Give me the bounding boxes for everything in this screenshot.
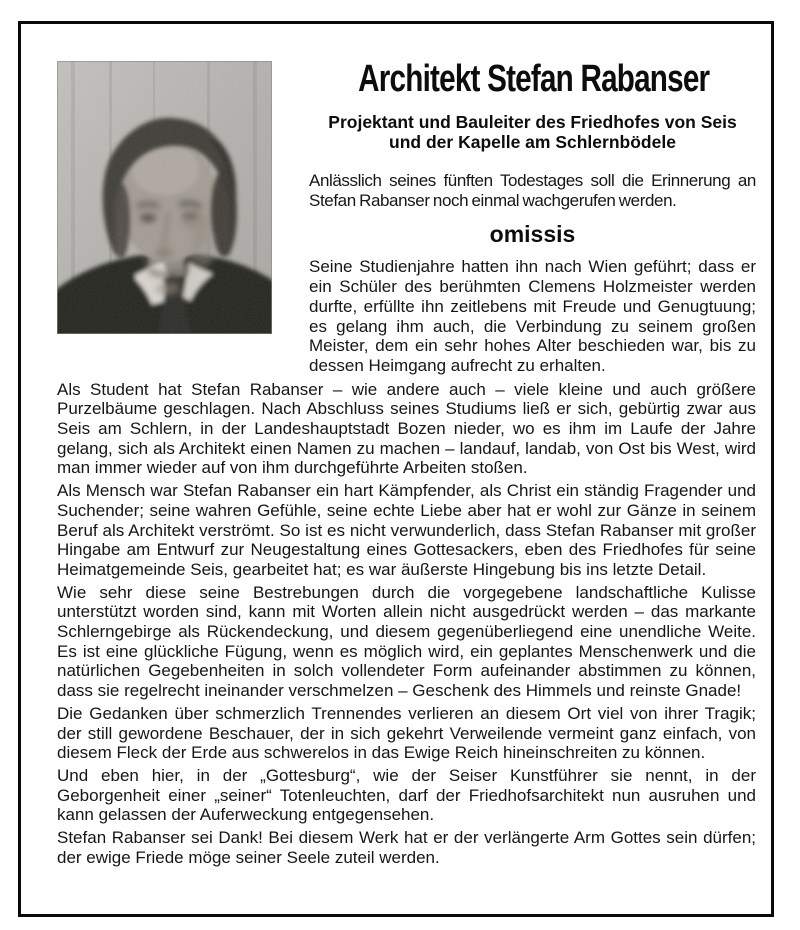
body-paragraph-5: Und eben hier, in der „Gottesburg“, wie der Seiser Kunstführer sie nennt, in der Geborgenheit einer „seiner“ Totenleuchten, darf der Friedhofsarchitekt nun ausruhen und kann gelassen der Auferweckung entgegensehen. [57, 765, 756, 825]
article-border-frame [18, 21, 774, 917]
intro-paragraph: Anlässlich seines fünften Todestages soll die Erinnerung an Stefan Rabanser noch einmal wachgerufen werden. [309, 171, 756, 210]
body-paragraph-2: Als Mensch war Stefan Rabanser ein hart Kämpfender, als Christ ein ständig Fragender und Suchender; seine wahren Gefühle, seine echte Liebe aber hat er wohl zur Gänze in seinem Beruf als Architekt verströmt. So ist es nicht verwunderlich, dass Stefan Rabanser mit großer Hingabe am Entwurf zur Neugestaltung eines Gottesackers, eben des Friedhofes für seine Heimatgemeinde Seis, gearbeitet hat; es war äußerste Hingebung bis ins letzte Detail. [57, 481, 756, 579]
subtitle-line-1: Projektant und Bauleiter des Friedhofes von Seis [328, 112, 737, 132]
body-paragraph-6: Stefan Rabanser sei Dank! Bei diesem Werk hat er der verlängerte Arm Gottes sein dürfen; der ewige Friede möge seiner Seele zuteil werden. [57, 828, 756, 867]
column-paragraph: Seine Studienjahre hatten ihn nach Wien geführt; dass er ein Schüler des berühmten Clemens Holzmeister werden durfte, erfüllte ihn zeitlebens mit Freude und Genugtuung; es gelang ihm auch, die Verbindung zu seinem großen Meister, dem ein sehr hohes Alter beschieden war, bis zu dessen Heimgang aufrecht zu erhalten. [309, 257, 756, 375]
article-title: Architekt Stefan Rabanser [358, 58, 710, 100]
body-paragraph-1: Als Student hat Stefan Rabanser – wie andere auch – viele kleine und auch größere Purzelbäume geschlagen. Nach Abschluss seines Studiums ließ er sich, gebürtig zwar aus Seis am Schlern, in der Landeshauptstadt Bozen nieder, wo es ihm im Laufe der Jahre gelang, sich als Architekt einen Namen zu machen – landauf, landab, von Ost bis West, wird man immer wieder auf von ihm durchgeführte Arbeiten stoßen. [57, 379, 756, 478]
article-body [57, 380, 756, 868]
portrait-photo [57, 61, 272, 334]
subtitle-line-2: und der Kapelle am Schlernbödele [389, 131, 676, 152]
portrait-photo-illustration [57, 61, 272, 334]
header-text-column [309, 58, 756, 376]
body-paragraph-4: Die Gedanken über schmerzlich Trennendes verlieren an diesem Ort viel von ihrer Tragik; der still gewordene Beschauer, der in sich gekehrt Verweilende vermeint ganz einfach, von diesem Fleck der Erde aus schwerelos in das Ewige Reich hineinschreiten zu können. [57, 703, 756, 763]
article-subtitle [309, 113, 756, 152]
article-header-section [57, 58, 756, 376]
omissis-marker: omissis [489, 221, 576, 248]
body-paragraph-3: Wie sehr diese seine Bestrebungen durch die vorgegebene landschaftliche Kulisse unterstützt worden sind, kann mit Worten allein nicht ausgedrückt werden – das markante Schlerngebirge als Rückendeckung, und diesem gegenüberliegend eine unendliche Weite. Es ist eine glückliche Fügung, wenn es möglich wird, ein geplantes Menschenwerk und die natürlichen Gegebenheiten in solch vollendeter Form aufeinander abstimmen zu können, dass sie regelrecht ineinander verschmelzen – Geschenk des Himmels und reinste Gnade! [57, 582, 756, 701]
